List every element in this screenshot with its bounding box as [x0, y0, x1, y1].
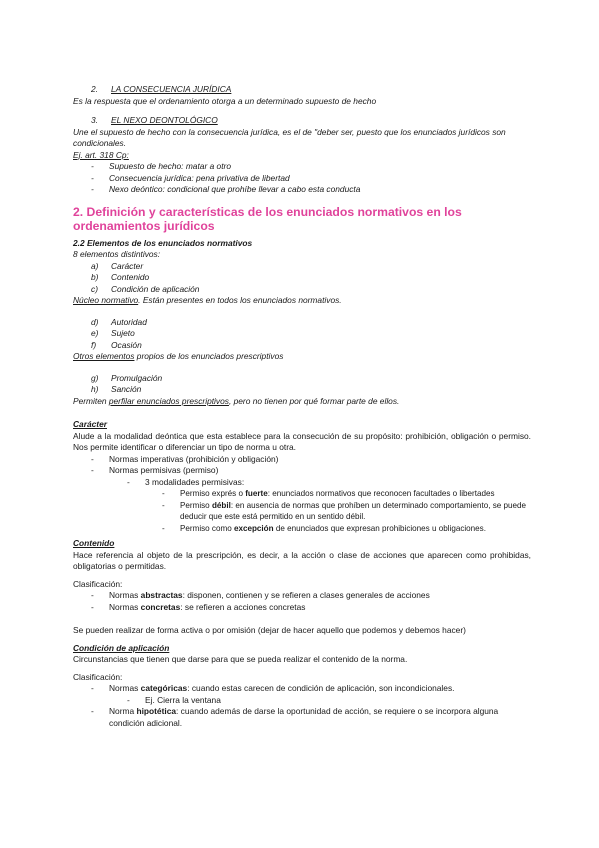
list-item: - Norma hipotética: cuando además de darse la oportunidad de acción, se requiere o se incorpora alguna condición adicional.	[73, 706, 531, 729]
text: : se refieren a acciones concretas	[180, 601, 306, 612]
list-number: 2.	[91, 84, 98, 94]
list-item	[73, 373, 531, 385]
list-item	[73, 317, 531, 329]
paragraph: Clasificación:	[73, 671, 123, 682]
list-item-text: Promulgación	[111, 372, 163, 383]
list-item-text: 3 modalidades permisivas:	[145, 476, 245, 487]
list-item-text: Sujeto	[111, 328, 135, 338]
text: : cuando además de darse la oportunidad de acción, se requiere o se incorpora alguna condición adicional.	[109, 706, 499, 728]
text: : disponen, contienen y se refieren a clases generales de acciones	[182, 590, 430, 600]
underlined-text: Otros elementos	[73, 351, 135, 361]
underlined-text: perfilar enunciados prescriptivos	[108, 395, 229, 406]
list-item-text: Ocasión	[111, 339, 142, 350]
list-item: - Normas abstractas: disponen, contienen y se refieren a clases generales de acciones	[91, 590, 430, 600]
list-item: - Permiso débil: en ausencia de normas que prohíben un determinado comportamiento, se puede deducir que este está permitido en un sentido débil.	[162, 500, 531, 523]
paragraph: Es la respuesta que el ordenamiento otorga a un determinado supuesto de hecho	[73, 95, 377, 106]
text: : enunciados normativos que reconocen facultades o libertades	[267, 489, 495, 498]
heading-caracter: Carácter	[73, 419, 107, 429]
list-item-text: Nexo deóntico: condicional que prohíbe llevar a cabo esta conducta	[109, 184, 361, 194]
list-letter: a)	[91, 260, 99, 271]
bold-text: excepción	[233, 523, 274, 533]
list-item	[73, 272, 531, 284]
list-number: 3.	[91, 115, 98, 125]
bold-text: débil	[211, 500, 231, 510]
list-item-text: Sanción	[111, 384, 142, 394]
paragraph: Alude a la modalidad deóntica que esta establece para la consecución de su propósito: prohibición, obligación o permiso. Nos permite identificar o diferenciar un tipo de norma u otra.	[73, 430, 531, 452]
text: Normas	[109, 683, 141, 693]
heading-contenido: Contenido	[73, 538, 115, 548]
list-item	[73, 384, 531, 396]
section-title: 2. Definición y características de los enunciados normativos en los ordenamientos jurídicos	[73, 204, 462, 233]
list-item-text: Contenido	[111, 272, 150, 282]
bold-text: fuerte	[245, 489, 268, 498]
list-item	[73, 328, 531, 340]
underlined-text: Núcleo normativo	[73, 295, 139, 305]
list-item: - Ej. Cierra la ventana	[127, 694, 221, 705]
bold-text: concretas	[140, 601, 181, 612]
list-item: - Normas permisivas (permiso)	[91, 465, 219, 475]
list-item: - Normas concretas: se refieren a acciones concretas	[91, 601, 306, 612]
list-letter: g)	[91, 372, 99, 383]
text: de enunciados que expresan prohibiciones u obligaciones.	[273, 523, 486, 533]
heading-condicion: Condición de aplicación	[73, 642, 170, 653]
text: Normas	[109, 601, 141, 612]
list-item-text	[180, 500, 531, 523]
example-label: Ej. art. 318 Cp:	[73, 149, 129, 160]
list-item: - Consecuencia jurídica: pena privativa de libertad	[91, 172, 290, 183]
list-letter: c)	[91, 283, 98, 294]
paragraph	[73, 295, 531, 307]
list-item: - Permiso exprés o fuerte: enunciados normativos que reconocen facultades o libertades	[162, 489, 495, 498]
text: Permiso	[180, 500, 212, 510]
bold-text: hipotética	[136, 706, 177, 716]
list-item: - Permiso como excepción de enunciados que expresan prohibiciones u obligaciones.	[162, 523, 486, 533]
paragraph	[73, 351, 531, 363]
list-letter: f)	[91, 339, 97, 350]
heading-nexo: EL NEXO DEONTOLÓGICO	[111, 115, 218, 125]
sublist	[73, 488, 531, 534]
list-letter: d)	[91, 316, 99, 327]
paragraph: Clasificación:	[73, 578, 123, 589]
list-item	[73, 284, 531, 296]
list-letter: b)	[91, 272, 99, 282]
list-item-text	[180, 488, 495, 500]
paragraph-text: , pero no tienen por qué formar parte de ellos.	[228, 395, 400, 406]
text: : en ausencia de normas que prohíben un determinado comportamiento, se puede deducir que este está permitido en un sentido débil.	[180, 500, 526, 521]
bold-text: categóricas	[140, 683, 188, 693]
list-item-text: Autoridad	[111, 316, 147, 327]
list-item-text: Ej. Cierra la ventana	[145, 694, 221, 705]
paragraph-text: propios de los enunciados prescriptivos	[134, 351, 284, 361]
list-item-text	[109, 706, 531, 729]
list-item	[73, 84, 531, 96]
list-item	[73, 115, 531, 127]
list-item-text: Carácter	[111, 260, 144, 271]
list-item: - Normas categóricas: cuando estas carecen de condición de aplicación, son incondicionales.	[91, 683, 455, 693]
paragraph: Une el supuesto de hecho con la consecuencia jurídica, es el de "deber ser, puesto que los enunciados jurídicos son condicionales.	[73, 126, 506, 148]
bold-text: abstractas	[140, 590, 183, 600]
text: Permiso exprés o	[180, 489, 246, 498]
list-letter: h)	[91, 384, 99, 394]
list-item-text	[180, 523, 486, 535]
list-item	[73, 340, 531, 352]
document-page	[73, 84, 531, 729]
paragraph-text: Permiten	[73, 395, 109, 406]
heading-consecuencia: LA CONSECUENCIA JURÍDICA	[111, 84, 232, 94]
paragraph: Circunstancias que tienen que darse para que se pueda realizar el contenido de la norma.	[73, 654, 408, 664]
list-item: - Supuesto de hecho: matar a otro	[91, 161, 231, 171]
paragraph: Hace referencia al objeto de la prescripción, es decir, a la acción o clase de acciones que aparecen como prohibidas, obligatorias o permitidas.	[73, 549, 531, 571]
list-item-text: Consecuencia jurídica: pena privativa de libertad	[109, 172, 290, 183]
paragraph	[73, 396, 531, 408]
text: Permiso como	[180, 523, 234, 533]
list-item: - Nexo deóntico: condicional que prohíbe llevar a cabo esta conducta	[91, 184, 361, 194]
list-item: - 3 modalidades permisivas:	[127, 476, 245, 487]
paragraph: 8 elementos distintivos:	[73, 249, 161, 259]
list-letter: e)	[91, 328, 99, 338]
list-item-text: Normas imperativas (prohibición y obligación)	[109, 453, 279, 464]
list-item-text: Supuesto de hecho: matar a otro	[109, 161, 231, 171]
list-item-text: Normas permisivas (permiso)	[109, 465, 219, 475]
paragraph-text: . Están presentes en todos los enunciados normativos.	[138, 295, 342, 305]
list-item	[73, 261, 531, 273]
list-item: - Normas imperativas (prohibición y obligación)	[91, 453, 279, 464]
text: Norma	[109, 706, 137, 716]
text: : cuando estas carecen de condición de aplicación, son incondicionales.	[187, 683, 455, 693]
paragraph: Se pueden realizar de forma activa o por omisión (dejar de hacer aquello que podemos y debemos hacer)	[73, 625, 466, 635]
text: Normas	[109, 590, 141, 600]
list-item-text: Condición de aplicación	[111, 283, 200, 294]
subsection-title: 2.2 Elementos de los enunciados normativos	[73, 237, 253, 248]
